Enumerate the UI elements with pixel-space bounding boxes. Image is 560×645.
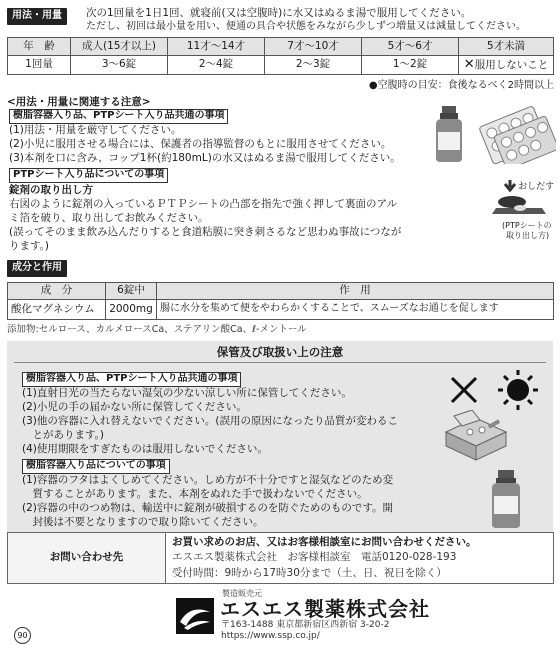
cross-icon: ✕ [463, 56, 475, 72]
ss-pharma-logo-icon [176, 598, 214, 634]
storage-common-3: (3)他の容器に入れ替えないでください。(誤用の原因になったり品質が変わるこ [22, 415, 398, 427]
ptp-head: PTPシート入り品についての事項 [9, 168, 168, 183]
ptp-line-1: 右図のように錠剤の入っているＰＴＰシートの凸部を指先で強く押して裏面のアル [9, 198, 398, 210]
storage-resin-2: (2)容器の中のつめ物は、輸送中に錠剤が破損するのを防ぐためのものです。開 [22, 502, 394, 514]
usage-common-item-2: (2)小児に服用させる場合には、保護者の指導監督のもとに服用させてください。 [9, 138, 392, 150]
contact-line-1: お買い求めのお店、又はお客様相談室にお問い合わせください。 [172, 536, 477, 549]
usage-common-item-3: (3)本剤を口に含み、コップ1杯(約180mL)の水又はぬるま湯で服用してください。 [9, 152, 401, 164]
fasting-note: ●空腹時の目安：食後なるべく2時間以上 [368, 80, 554, 91]
storage-resin-1: (1)容器のフタはよくしめてください。しめ方が不十分ですと湿気などのため変 [22, 474, 394, 486]
maker-name: エスエス製薬株式会社 [220, 597, 430, 621]
storage-title: 保管及び取扱い上の注意 [216, 345, 344, 359]
dose-adult: 3〜6錠 [71, 56, 168, 75]
storage-common-head: 樹脂容器入り品、PTPシート入り品共通の事項 [22, 372, 241, 387]
maker-url[interactable]: https://www.ssp.co.jp/ [221, 631, 320, 641]
usage-text-1: 次の1回量を1日1回、就寝前(又は空腹時)に水又はぬるま湯で服用してください。 [86, 7, 472, 19]
comp-header-action: 作 用 [157, 283, 554, 300]
push-label: おしだす [518, 182, 555, 192]
dose-row-label: 1回量 [8, 56, 71, 75]
comp-amount: 2000mg [106, 300, 157, 320]
maker-address: 〒163-1488 東京都新宿区西新宿 3-20-2 [221, 620, 390, 630]
dose-under-5: ✕服用しないこと [459, 56, 554, 75]
dose-header-adult: 成人(15才以上) [71, 38, 168, 56]
storage-common-4: (4)使用期限をすぎたものは服用しないでください。 [22, 443, 268, 455]
contact-line-2: エスエス製薬株式会社 お客様相談室 電話0120-028-193 [172, 551, 457, 564]
contact-table [7, 532, 554, 584]
comp-ingredient: 酸化マグネシウム [8, 300, 106, 320]
contact-line-3: 受付時間：9時から17時30分まで（土、日、祝日を除く） [172, 566, 447, 579]
storage-common-3b: とがあります。) [22, 429, 105, 441]
storage-resin-2b: 封後は不要となりますので取り除いてください。 [22, 516, 264, 528]
dose-header-11-14: 11才〜14才 [168, 38, 265, 56]
comp-header-ingredient: 成 分 [8, 283, 106, 300]
comp-action: 腸に水分を集めて便をやわらかくすることで、スムーズなお通じを促します [157, 300, 554, 320]
storage-common-1: (1)直射日光の当たらない湿気の少ない涼しい所に保管してください。 [22, 387, 352, 399]
comp-header-amount: 6錠中 [106, 283, 157, 300]
composition-tag: 成分と作用 [7, 260, 67, 277]
dose-header-under-5: 5才未満 [459, 38, 554, 56]
dose-5-6: 1〜2錠 [362, 56, 459, 75]
usage-text-2: ただし、初回は最小量を用い、便通の具合や状態をみながら少しずつ増量又は減量してください。 [86, 21, 526, 32]
dose-7-10: 2〜3錠 [265, 56, 362, 75]
storage-resin-1b: 質することがあります。また、本剤をぬれた手で扱わないでください。 [22, 488, 368, 500]
usage-common-head: 樹脂容器入り品、PTPシート入り品共通の事項 [9, 109, 228, 124]
hand-pressing-ptp-icon [492, 194, 550, 218]
bottle-and-ptp-sheet-icon [428, 102, 556, 164]
push-arrow-icon [500, 180, 520, 194]
storage-common-2: (2)小児の手の届かない所に保管してください。 [22, 401, 247, 413]
dose-header-5-6: 5才〜6才 [362, 38, 459, 56]
maker-label: 製造販売元 [222, 589, 262, 598]
dosage-table [7, 37, 554, 75]
pill-case-icon [440, 410, 512, 462]
bottle-icon [488, 468, 524, 530]
ptp-sub: 錠剤の取り出し方 [9, 184, 93, 196]
dose-11-14: 2〜4錠 [168, 56, 265, 75]
ptp-line-4: ります。) [9, 240, 50, 252]
storage-resin-head: 樹脂容器入り品についての事項 [22, 459, 170, 474]
dose-header-7-10: 7才〜10才 [265, 38, 362, 56]
contact-label: お問い合わせ先 [8, 533, 166, 584]
page-number: 90 [14, 627, 31, 644]
usage-tag: 用法・用量 [7, 8, 67, 25]
contact-details [166, 533, 554, 584]
usage-common-item-1: (1)用法・用量を厳守してください。 [9, 124, 182, 136]
storage-divider [14, 362, 546, 363]
additives: 添加物:セルロース、カルメロースCa、ステアリン酸Ca、ℓ-メントール [7, 324, 307, 335]
ptp-caption-2: 取り出し方) [506, 231, 550, 240]
composition-table [7, 282, 554, 320]
no-sunlight-icon [448, 368, 548, 416]
usage-notes-title: <用法・用量に関連する注意> [7, 96, 151, 108]
ptp-line-2: ミ箔を破り、取り出してお飲みください。 [9, 212, 209, 224]
dose-header-age: 年 齢 [8, 38, 71, 56]
ptp-caption-1: (PTPシートの [502, 221, 552, 230]
ptp-line-3: (誤ってそのまま飲み込んだりすると食道粘膜に突き刺さるなど思わぬ事故につなが [9, 226, 402, 238]
